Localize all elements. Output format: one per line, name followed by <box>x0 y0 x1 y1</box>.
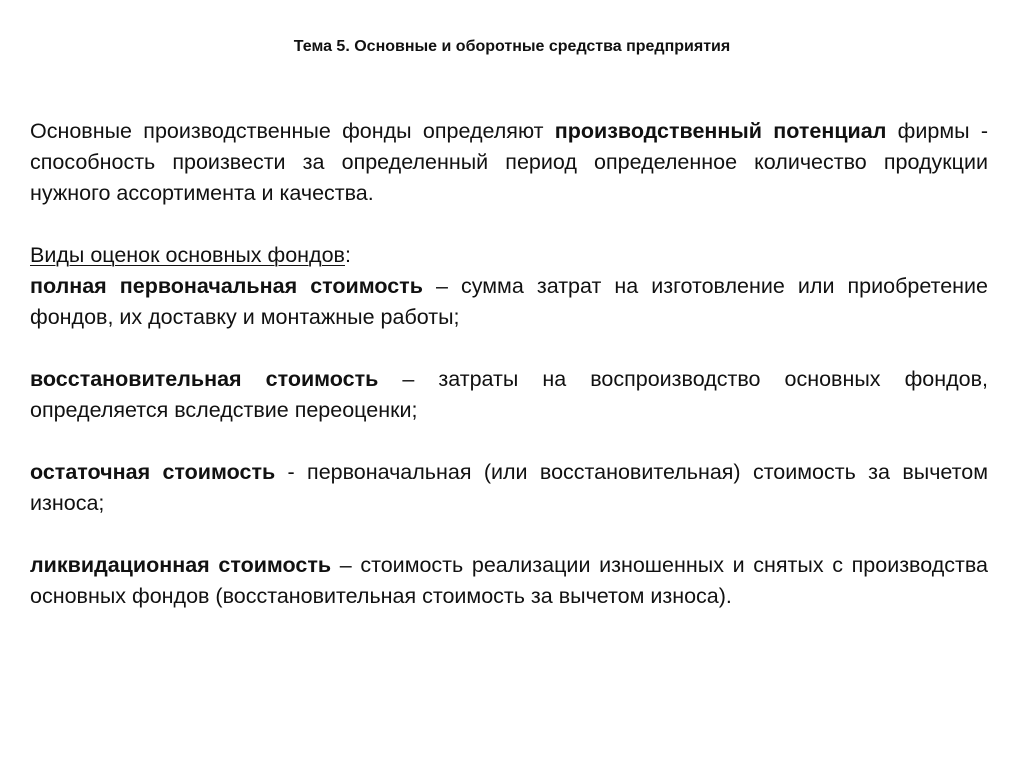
type-definition: – затраты на воспроизводство основных фондов, определяется вследствие переоценки; <box>30 367 988 422</box>
type-definition: - первоначальная (или восстановительная) стоимость за вычетом износа; <box>30 460 988 515</box>
type-item-liquidation-cost <box>30 550 988 612</box>
intro-lead: Основные производственные фонды определяют <box>30 119 555 143</box>
slide-title: Тема 5. Основные и оборотные средства предприятия <box>293 38 731 55</box>
type-term: остаточная стоимость <box>30 460 276 484</box>
spacer <box>30 333 988 364</box>
type-term: ликвидационная стоимость <box>30 553 332 577</box>
intro-paragraph <box>30 116 988 209</box>
spacer <box>30 209 988 240</box>
types-heading-label: Виды оценок основных фондов <box>30 243 345 267</box>
type-item-replacement-cost <box>30 364 988 426</box>
spacer <box>30 519 988 550</box>
intro-bold-term: производственный потенциал <box>554 119 887 143</box>
type-term: полная первоначальная стоимость <box>30 274 423 298</box>
intro-rest: фирмы - способность произвести за определенный период определенное количество продукции нужного ассортимента и качества. <box>30 119 989 205</box>
type-definition: – сумма затрат на изготовление или приобретение фондов, их доставку и монтажные работы; <box>30 274 988 329</box>
types-heading <box>30 240 988 271</box>
type-term: восстановительная стоимость <box>30 367 379 391</box>
types-heading-colon: : <box>344 243 351 267</box>
type-item-full-original-cost <box>30 271 988 333</box>
type-item-residual-cost <box>30 457 988 519</box>
slide-body <box>30 116 988 612</box>
type-definition: – стоимость реализации изношенных и снятых с производства основных фондов (восстановительная стоимость за вычетом износа). <box>30 553 989 608</box>
spacer <box>30 426 988 457</box>
